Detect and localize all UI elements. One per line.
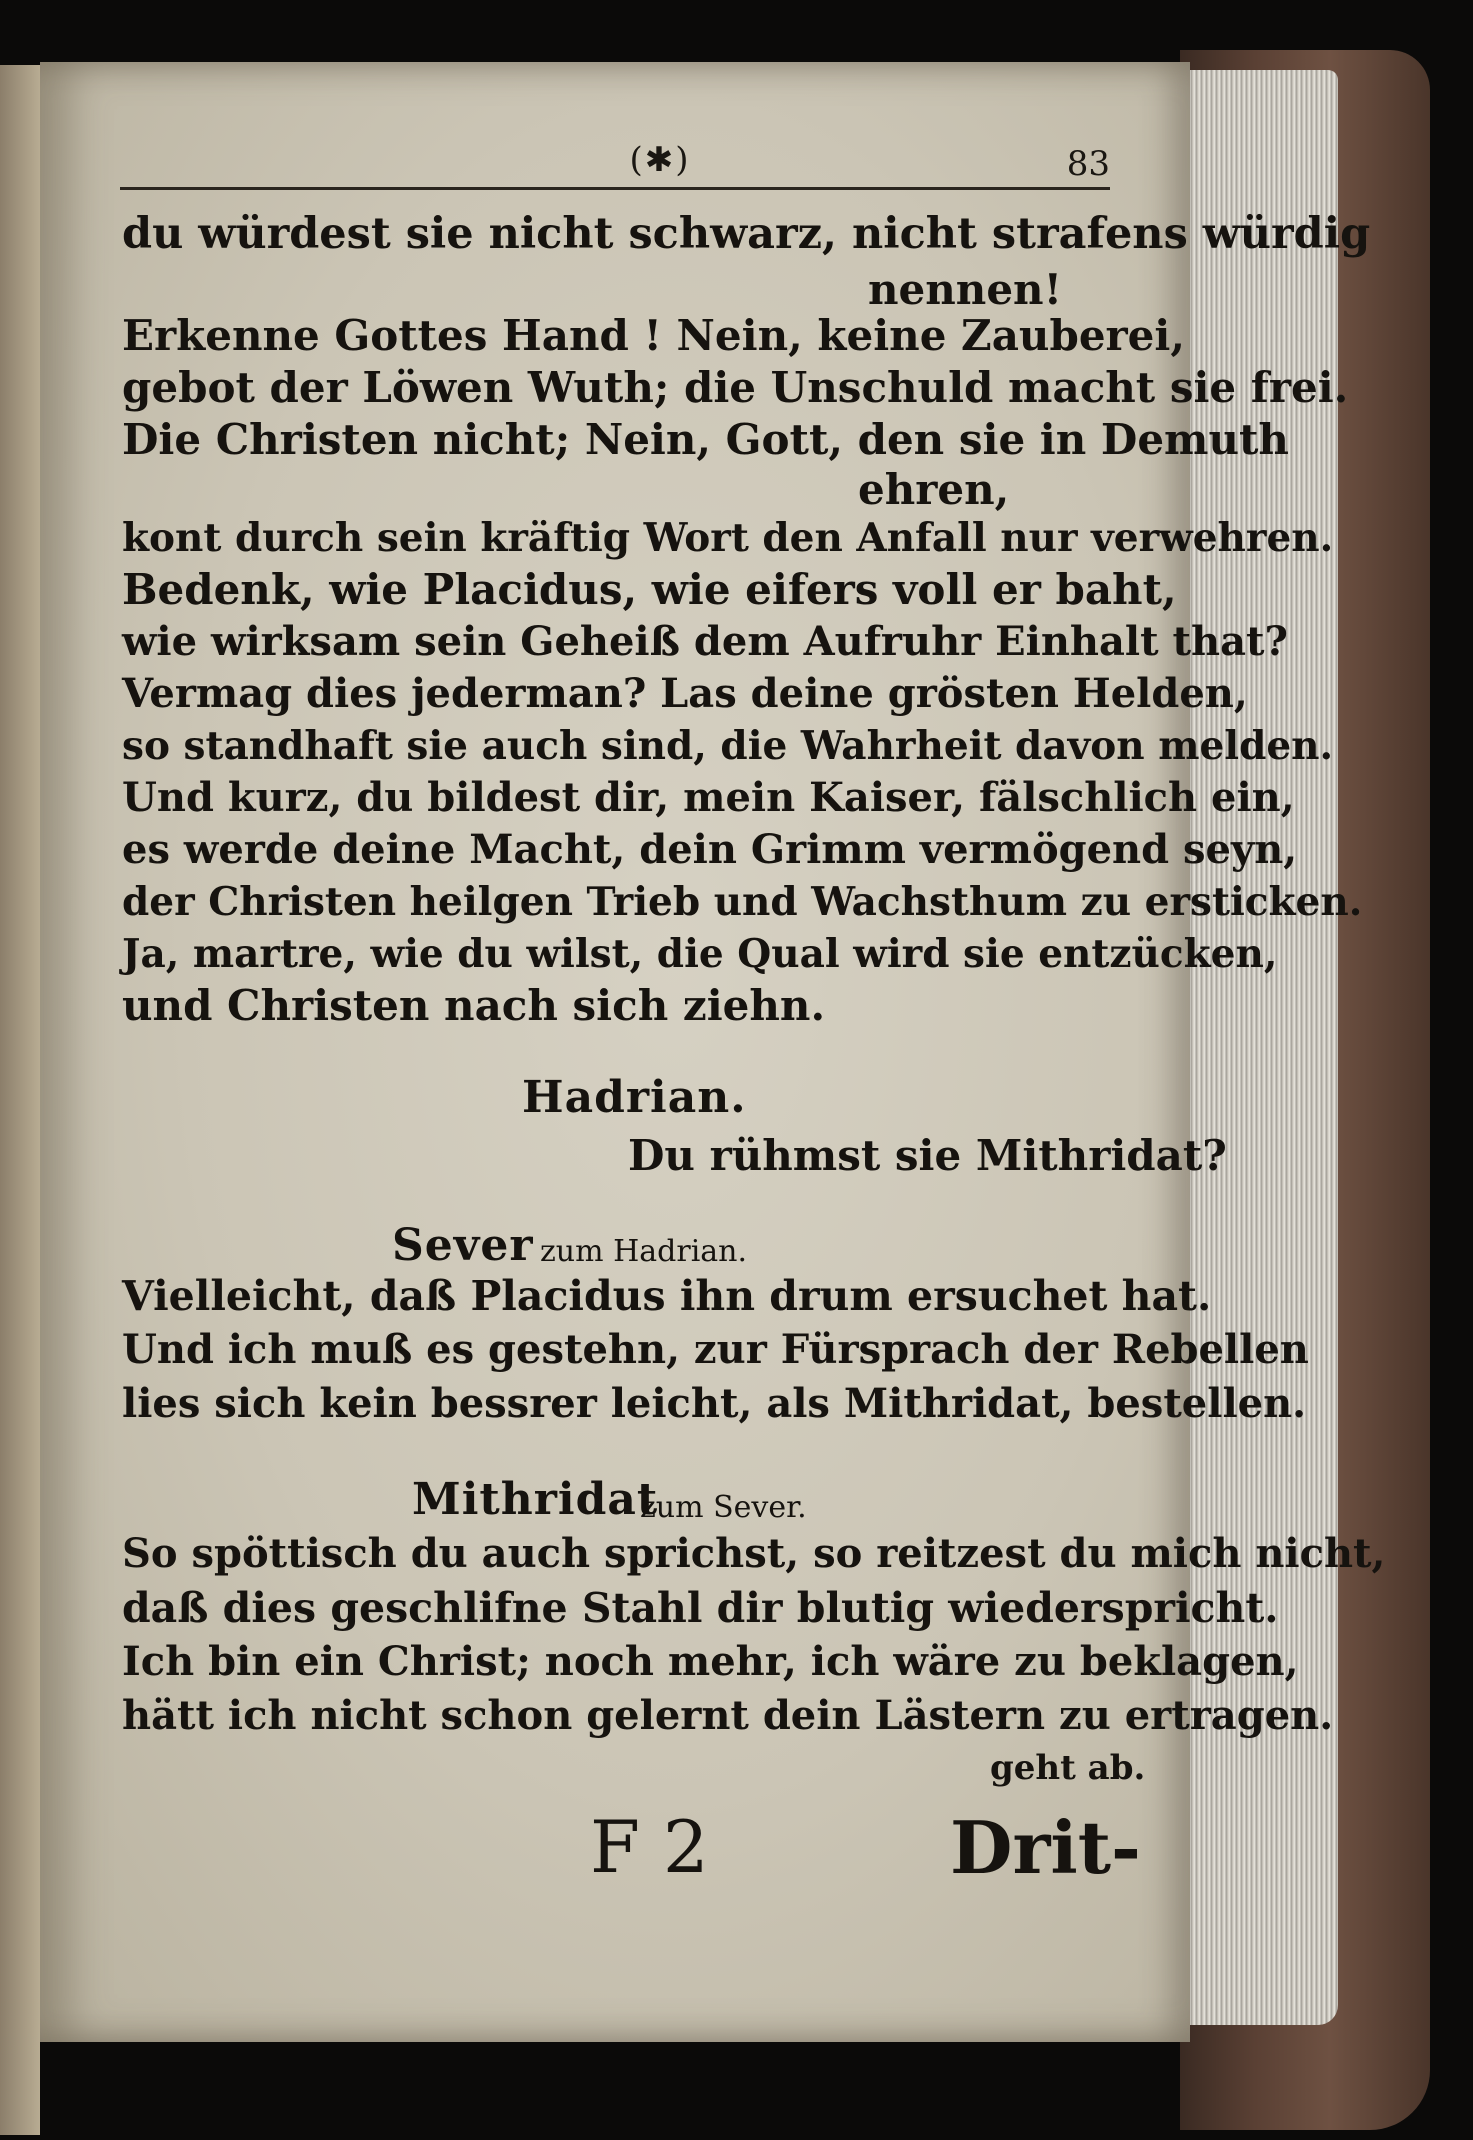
header-ornament: (✱) [629,140,691,180]
page-number: 83 [1066,144,1110,184]
verse-line: Ich bin ein Christ; noch mehr, ich wäre zu beklagen, [122,1638,1299,1685]
verse-line: hätt ich nicht schon gelernt dein Lästern zu ertragen. [122,1692,1334,1739]
verse-line: gebot der Löwen Wuth; die Unschuld macht sie frei. [122,363,1349,412]
verse-line: nennen! [868,265,1063,314]
verse-line: Vermag dies jederman? Las deine grösten Helden, [122,670,1248,717]
speaker-name: Mithridat [412,1474,659,1525]
left-page-edge [0,65,40,2135]
verse-line: ehren, [858,465,1010,514]
verse-line: Vielleicht, daß Placidus ihn drum ersuchet hat. [122,1272,1212,1320]
verse-line: Und kurz, du bildest dir, mein Kaiser, fälschlich ein, [122,774,1295,821]
verse-line: Erkenne Gottes Hand ! Nein, keine Zauberei, [122,311,1185,360]
verse-line: du würdest sie nicht schwarz, nicht strafens würdig [122,209,1371,259]
page-header [120,140,1110,190]
verse-line: So spöttisch du auch sprichst, so reitzest du mich nicht, [122,1530,1386,1577]
signature-mark: F 2 [590,1805,709,1889]
verse-line: lies sich kein bessrer leicht, als Mithridat, bestellen. [122,1380,1307,1427]
verse-line: daß dies geschlifne Stahl dir blutig wiederspricht. [122,1584,1279,1632]
header-rule [120,187,1110,190]
verse-line: und Christen nach sich ziehn. [122,981,826,1030]
catchword: Drit- [950,1805,1141,1890]
verse-line: Du rühmst sie Mithridat? [628,1131,1227,1180]
speaker-name: Hadrian. [522,1072,747,1123]
verse-line: Bedenk, wie Placidus, wie eifers voll er baht, [122,565,1177,614]
verse-line: Die Christen nicht; Nein, Gott, den sie in Demuth [122,415,1289,464]
stage-direction: zum Sever. [640,1490,807,1525]
verse-line: der Christen heilgen Trieb und Wachsthum zu ersticken. [122,879,1363,925]
verse-line: Und ich muß es gestehn, zur Fürsprach der Rebellen [122,1326,1309,1373]
stage-direction: zum Hadrian. [540,1234,748,1269]
speaker-name: Sever [392,1220,534,1271]
verse-line: so standhaft sie auch sind, die Wahrheit davon melden. [122,723,1334,769]
verse-line: es werde deine Macht, dein Grimm vermögend seyn, [122,826,1298,873]
stage-direction-exit: geht ab. [990,1748,1146,1788]
verse-line: wie wirksam sein Geheiß dem Aufruhr Einhalt that? [122,618,1288,665]
verse-line: Ja, martre, wie du wilst, die Qual wird sie entzücken, [122,931,1278,977]
verse-line: kont durch sein kräftig Wort den Anfall nur verwehren. [122,515,1334,561]
